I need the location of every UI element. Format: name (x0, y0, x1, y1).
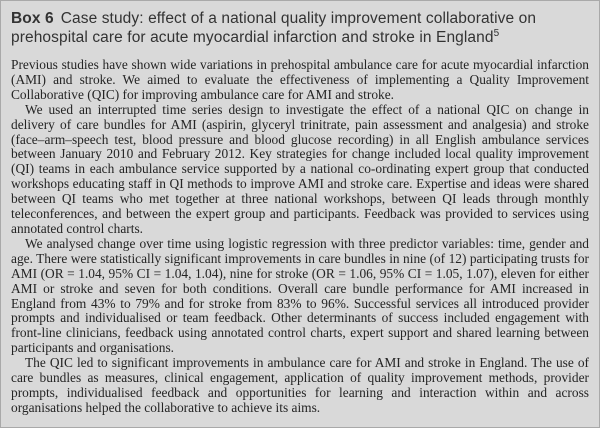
paragraph-results: We analysed change over time using logistic regression with three predictor variables: time, gender and age. There were statistically significant improvements in care bundles in nine (of 12) participating trusts for AMI (OR = 1.04, 95% CI = 1.04, 1.04), nine for stroke (OR = 1.06, 95% CI = 1.05, 1.07), eleven for either AMI or stroke and seven for both conditions. Overall care bundle performance for AMI increased in England from 43% to 79% and for stroke from 83% to 96%. Successful services all introduced provider prompts and individualised or team feedback. Other determinants of success included engagement with front-line clinicians, feedback using annotated control charts, expert support and shared learning between participants and organisations. (11, 235, 589, 356)
box-body (11, 58, 589, 416)
paragraph-conclusion: The QIC led to significant improvements in ambulance care for AMI and stroke in England. The use of care bundles as measures, clinical engagement, application of quality improvement methods, provider prompts, individualised feedback and opportunities for learning and interaction within and across organisations helped the collaborative to achieve its aims. (11, 355, 589, 415)
box-title (11, 10, 589, 47)
paragraph-background: Previous studies have shown wide variations in prehospital ambulance care for acute myocardial infarction (AMI) and stroke. We aimed to evaluate the effectiveness of implementing a Quality Improvement Collaborative (QIC) for improving ambulance care for AMI and stroke. (11, 57, 589, 102)
box-title-reference: 5 (493, 27, 500, 39)
box-title-text: Case study: effect of a national quality improvement collaborative on prehospital care for acute myocardial infarction and stroke in England (11, 10, 537, 46)
box-label: Box 6 (11, 10, 54, 27)
paragraph-methods: We used an interrupted time series design to investigate the effect of a national QIC on change in delivery of care bundles for AMI (aspirin, glyceryl trinitrate, pain assessment and analgesia) and stroke (face–arm–speech test, blood pressure and blood glucose recording) in all English ambulance services between January 2010 and February 2012. Key strategies for change included local quality improvement (QI) teams in each ambulance service supported by a national co-ordinating expert group that conducted workshops educating staff in QI methods to improve AMI and stroke care. Expertise and ideas were shared between QI teams who met together at three national workshops, between QI leads through monthly teleconferences, and between the expert group and participants. Feedback was provided to services using annotated control charts. (11, 101, 589, 236)
